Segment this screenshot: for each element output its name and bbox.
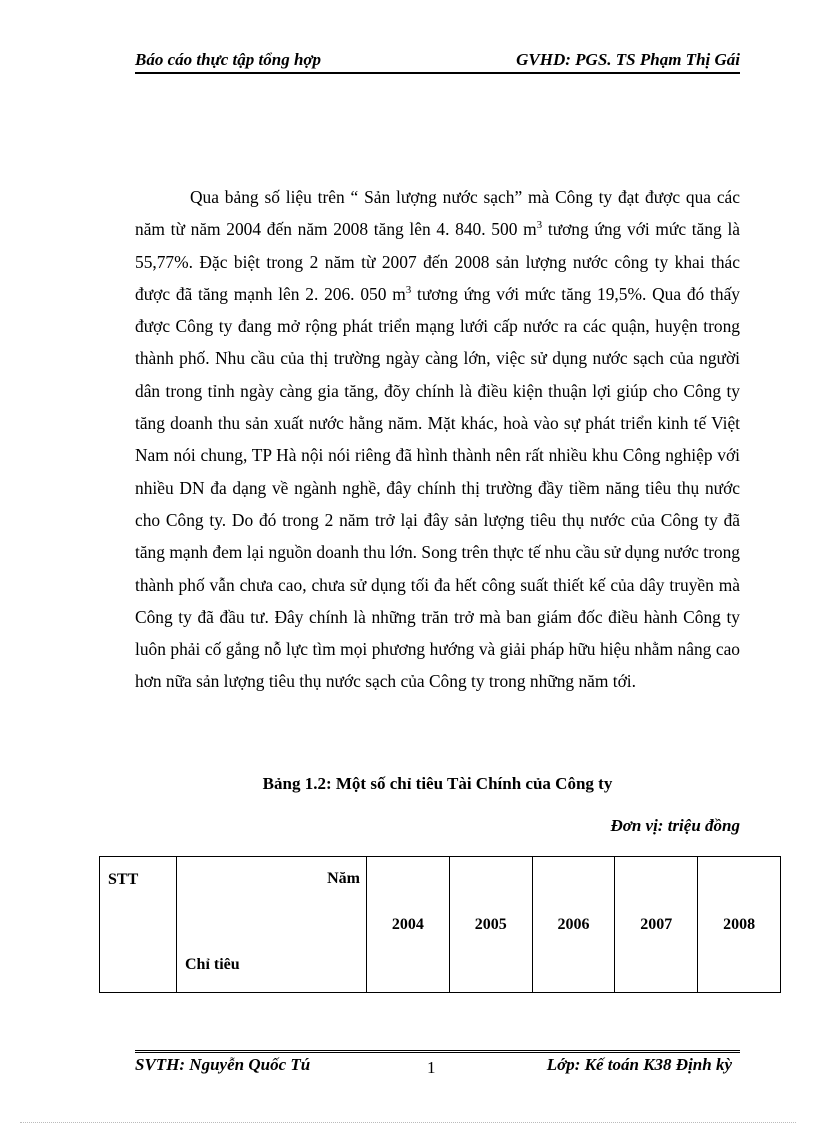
paragraph-1-part-b: tương ứng với mức tăng là 55,77%. Đặc biệt trong 2 năm từ 2007 đến 2008 sản lượng nước công ty khai thác được đã tăng mạnh lên 2. 206. 050 m — [135, 219, 740, 304]
header-chitieu: Chỉ tiêu — [185, 956, 240, 973]
header-supervisor: GVHD: PGS. TS Phạm Thị Gái — [516, 50, 740, 69]
page-header — [135, 48, 740, 74]
paragraph-1 — [135, 181, 740, 698]
page-number: 1 — [427, 1058, 436, 1077]
header-year: 2004 — [367, 857, 450, 993]
table-header-row — [100, 857, 781, 993]
financial-table — [99, 856, 781, 993]
paragraph-1-part-c: tương ứng với mức tăng 19,5%. Qua đó thấy được Công ty đang mở rộng phát triển mạng lưới cấp nước ra các quận, huyện trong thành phố. Nhu cầu của thị trường ngày càng lớn, việc sử dụng nước sạch của người dân trong tỉnh ngày càng gia tăng, đõy chính là điều kiện thuận lợi giúp cho Công ty tăng doanh thu sản xuất nước hằng năm. Mặt khác, hoà vào sự phát triển kinh tế Việt Nam nói chung, TP Hà nội nói riêng đã hình thành nên rất nhiều khu Công nghiệp với nhiều DN đa dạng về ngành nghề, đây chính thị trường đầy tiềm năng tiêu thụ nước cho Công ty. Do đó trong 2 năm trở lại đây sản lượng tiêu thụ nước của Công ty đã tăng mạnh đem lại nguồn doanh thu lớn. Song trên thực tế nhu cầu sử dụng nước trong thành phố vẫn chưa cao, chưa sử dụng tối đa hết công suất thiết kế của dây truyền mà Công ty đã đầu tư. Đây chính là những trăn trở mà ban giám đốc điều hành Công ty luôn phải cố gắng nỗ lực tìm mọi phương hướng và giải pháp hữu hiệu nhằm nâng cao hơn nữa sản lượng tiêu thụ nước sạch của Công ty trong những năm tới. — [135, 283, 740, 692]
table-title: Bảng 1.2: Một số chỉ tiêu Tài Chính của Công ty — [262, 774, 613, 793]
superscript-cubic-1: 3 — [536, 219, 543, 232]
header-diagonal-cell — [177, 857, 367, 993]
header-nam: Năm — [327, 870, 360, 887]
header-year: 2007 — [615, 857, 698, 993]
footer-student: SVTH: Nguyễn Quốc Tú — [135, 1055, 311, 1074]
header-stt: STT — [100, 857, 177, 993]
header-year: 2005 — [449, 857, 532, 993]
header-year: 2008 — [698, 857, 781, 993]
footer-class: Lớp: Kế toán K38 Định kỳ — [546, 1055, 732, 1074]
page-footer — [135, 1055, 740, 1079]
table-unit: Đơn vị: triệu đồng — [610, 816, 740, 835]
superscript-cubic-2: 3 — [405, 284, 412, 297]
paragraph-1-part-a: Qua bảng số liệu trên “ Sản lượng nước sạch” mà Công ty đạt được qua các năm từ năm 2004 đến năm 2008 tăng lên 4. 840. 500 m — [135, 187, 740, 240]
body-paragraph — [135, 181, 740, 698]
footer-divider — [135, 1050, 740, 1053]
header-report-title: Báo cáo thực tập tổng hợp — [135, 50, 322, 69]
header-year: 2006 — [532, 857, 615, 993]
